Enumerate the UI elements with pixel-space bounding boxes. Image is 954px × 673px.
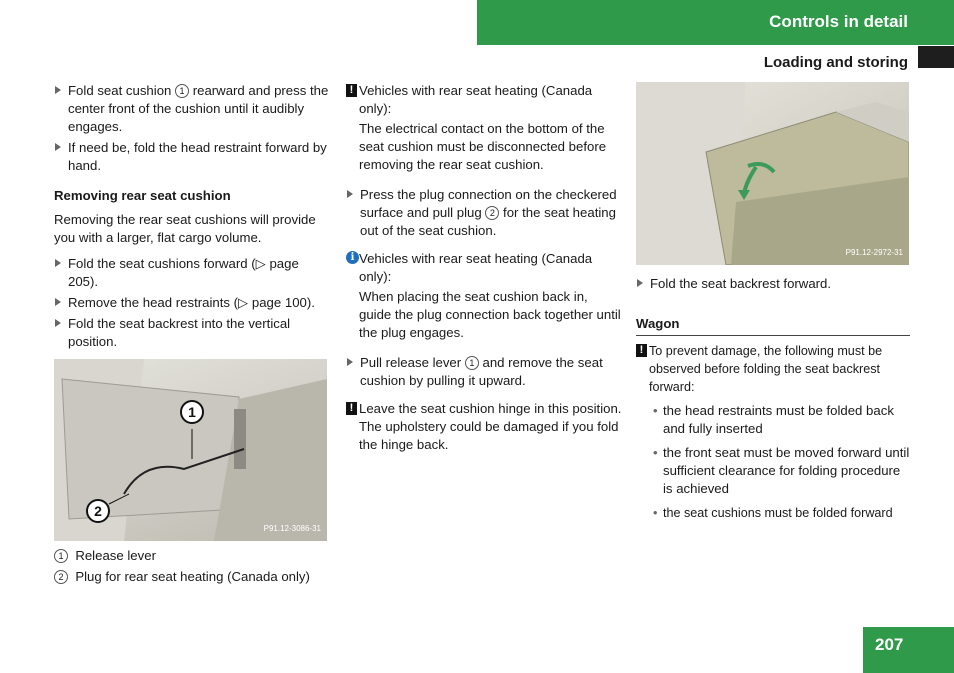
column-1 (54, 82, 330, 589)
warning-note: ! Leave the seat cushion hinge in this position. The upholstery could be damaged if you fold the hinge back. (346, 400, 622, 454)
page-number-box (863, 627, 954, 673)
paragraph: Removing the rear seat cushions will provide you with a larger, flat cargo volume. (54, 212, 316, 245)
legend-item: 2 Plug for rear seat heating (Canada only) (54, 568, 330, 586)
legend (54, 547, 330, 586)
warning-icon: ! (636, 344, 647, 357)
column-3 (636, 82, 910, 528)
column-2 (346, 82, 622, 462)
instruction-item: Fold seat cushion 1 rearward and press the center front of the cushion until it audibly engages. (54, 82, 330, 136)
subsection-title: Loading and storing (763, 54, 908, 71)
arrow-icon (55, 298, 61, 306)
warning-note: ! Vehicles with rear seat heating (Canada only): (346, 82, 622, 118)
callout-number: 2 (485, 206, 499, 220)
list-item: • the head restraints must be folded back and fully inserted (649, 402, 910, 438)
arrow-icon (347, 358, 353, 366)
instruction-item: Pull release lever 1 and remove the seat cushion by pulling it upward. (346, 354, 622, 390)
image-code: P91.12-2972-31 (845, 248, 903, 257)
arrow-icon (637, 279, 643, 287)
legend-item: 1 Release lever (54, 547, 330, 565)
arrow-icon (55, 319, 61, 327)
seat-hinge-photo (54, 359, 327, 541)
arrow-icon (55, 143, 61, 151)
instruction-item: Fold the seat backrest forward. (636, 275, 910, 293)
image-code: P91.12-3086-31 (263, 524, 321, 533)
arrow-icon (347, 190, 353, 198)
instruction-item: Remove the head restraints (▷ page 100). (54, 294, 330, 312)
paragraph: When placing the seat cushion back in, guide the plug connection back together until the plug engages. (359, 289, 621, 340)
section-heading: Removing rear seat cushion (54, 188, 231, 203)
warning-note: ! To prevent damage, the following must be observed before folding the seat backrest forward: (636, 342, 910, 396)
info-note: i Vehicles with rear seat heating (Canada only): (346, 250, 622, 286)
callout-1: 1 (188, 404, 196, 420)
callout-number: 1 (175, 84, 189, 98)
thumb-tab (918, 46, 954, 68)
folded-seat-photo (636, 82, 909, 265)
list-item: • the front seat must be moved forward until sufficient clearance for folding procedure is achieved (649, 444, 910, 498)
arrow-icon (55, 86, 61, 94)
instruction-item: Fold the seat backrest into the vertical position. (54, 315, 330, 351)
instruction-item: Press the plug connection on the checkered surface and pull plug 2 for the seat heating out of the seat cushion. (346, 186, 622, 240)
warning-icon: ! (346, 402, 357, 415)
section-title: Controls in detail (769, 12, 908, 31)
arrow-icon (55, 259, 61, 267)
header-bar (477, 0, 954, 45)
callout-2: 2 (94, 503, 102, 519)
instruction-item: Fold the seat cushions forward (▷ page 205). (54, 255, 330, 291)
page-number: 207 (875, 635, 904, 654)
info-icon: i (346, 251, 359, 264)
warning-icon: ! (346, 84, 357, 97)
list-item: • the seat cushions must be folded forward (649, 504, 910, 522)
paragraph: The electrical contact on the bottom of the seat cushion must be disconnected before removing the rear seat cushion. (359, 121, 607, 172)
callout-number: 1 (465, 356, 479, 370)
instruction-item: If need be, fold the head restraint forward by hand. (54, 139, 330, 175)
section-heading: Wagon (636, 315, 910, 336)
